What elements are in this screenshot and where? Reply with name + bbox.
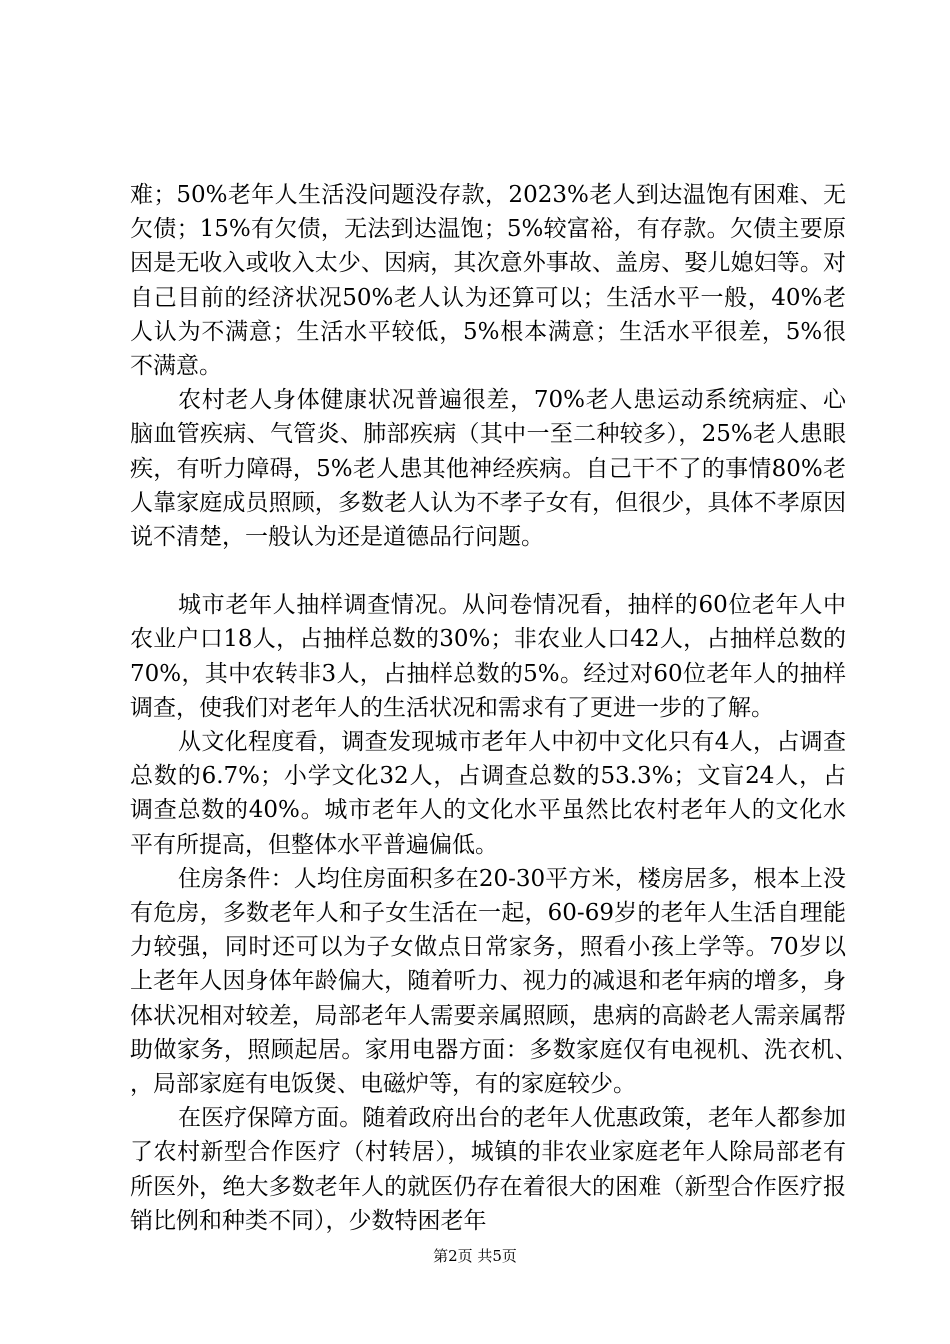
paragraph-economic-status: 难；50%老年人生活没问题没存款，2023%老人到达温饱有困难、无欠债；15%有欠债，无法到达温饱；5%较富裕，有存款。欠债主要原因是无收入或收入太少、因病，其次意外事故、盖房、娶儿媳妇等。对自己目前的经济状况50%老人认为还算可以；生活水平一般，40%老人认为不满意；生活水平较低，5%根本满意；生活水平很差，5%很不满意。	[130, 182, 846, 380]
page-number-footer: 第2页 共5页	[433, 1247, 517, 1265]
document-body	[130, 178, 892, 1238]
paragraph-gap	[130, 554, 846, 588]
paragraph-housing-conditions: 住房条件：人均住房面积多在20-30平方米，楼房居多，根本上没有危房，多数老年人和子女生活在一起，60-69岁的老年人生活自理能力较强，同时还可以为子女做点日常家务，照看小孩上学等。70岁以上老年人因身体年龄偏大，随着听力、视力的减退和老年病的增多，身体状况相对较差，局部老年人需要亲属照顾，患病的高龄老人需亲属帮助做家务，照顾起居。家用电器方面：多数家庭仅有电视机、洗衣机、 ，局部家庭有电饭煲、电磁炉等，有的家庭较少。	[130, 865, 892, 1098]
paragraph-rural-health: 农村老人身体健康状况普遍很差，70%老人患运动系统病症、心脑血管疾病、气管炎、肺部疾病（其中一至二种较多），25%老人患眼疾，有听力障碍，5%老人患其他神经疾病。自己干不了的事情80%老人靠家庭成员照顾，多数老人认为不孝子女有，但很少，具体不孝原因说不清楚，一般认为还是道德品行问题。	[130, 387, 846, 551]
paragraph-education-level: 从文化程度看，调查发现城市老年人中初中文化只有4人，占调查总数的6.7%；小学文化32人，占调查总数的53.3%；文盲24人，占调查总数的40%。城市老年人的文化水平虽然比农村老年人的文化水平有所提高，但整体水平普遍偏低。	[130, 729, 846, 858]
paragraph-urban-survey: 城市老年人抽样调查情况。从问卷情况看，抽样的60位老年人中农业户口18人，占抽样总数的30%；非农业人口42人，占抽样总数的70%，其中农转非3人，占抽样总数的5%。经过对60位老年人的抽样调查，使我们对老年人的生活状况和需求有了更进一步的了解。	[130, 592, 846, 721]
paragraph-medical-security: 在医疗保障方面。随着政府出台的老年人优惠政策，老年人都参加了农村新型合作医疗（村转居），城镇的非农业家庭老年人除局部老有所医外，绝大多数老年人的就医仍存在着很大的困难（新型合作医疗报销比例和种类不同），少数特困老年	[130, 1105, 846, 1234]
